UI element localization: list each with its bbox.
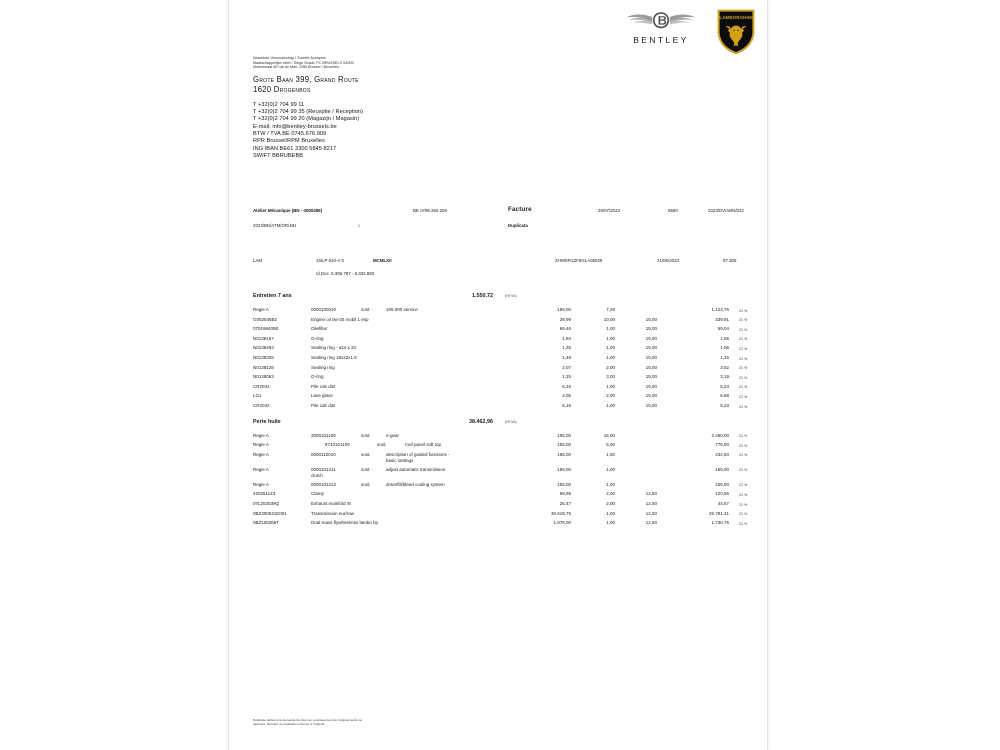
item-reference: 0000110010 xyxy=(311,451,336,457)
item-description-continued: clutch xyxy=(311,472,323,478)
item-amount: 59,04 xyxy=(717,326,729,332)
item-reference: 0000100010 xyxy=(311,307,337,312)
item-code: LG1 xyxy=(253,393,262,399)
item-unit-price: 1,25 xyxy=(562,374,571,380)
invoice-meta-block xyxy=(253,208,753,233)
table-row[interactable] xyxy=(253,501,753,511)
item-unit-price: 155,00 xyxy=(557,432,571,438)
item-amount: 232,50 xyxy=(715,451,729,457)
item-amount: 1,65 xyxy=(720,335,729,341)
item-quantity: 16,00 xyxy=(603,432,615,438)
item-description: e-gear xyxy=(386,432,400,438)
invoice-page xyxy=(228,0,768,750)
item-unit-price: 69,46 xyxy=(559,326,571,332)
item-unit-price: 155,00 xyxy=(557,307,571,312)
item-description: Pile cde dist xyxy=(311,383,336,389)
item-unit-price: 155,00 xyxy=(557,442,571,448)
item-code: N0138326 xyxy=(253,354,274,360)
item-description: Engine oil 0w-30 mobil 1 esp xyxy=(311,316,369,322)
item-vat-rate: 21 % xyxy=(739,356,748,361)
table-row[interactable] xyxy=(253,345,753,355)
item-code: 079198405E xyxy=(253,326,279,332)
item-discount: 15,00 xyxy=(645,326,657,332)
iban-line: ING IBAN BE61 3300 5845 8217 xyxy=(253,145,337,152)
item-description: Pile cde dist xyxy=(311,402,336,408)
item-vat-rate: 21 % xyxy=(739,366,748,371)
company-address-line-1: Grote Baan 399, Grand Route xyxy=(253,74,359,84)
item-quantity: 10,00 xyxy=(603,316,615,322)
item-code: Regie A xyxy=(253,466,269,472)
item-unit-price: 1,48 xyxy=(562,354,571,360)
item-vat-rate: 21 % xyxy=(739,521,748,526)
item-sost-label: sost. xyxy=(361,466,371,472)
item-amount: 1,26 xyxy=(720,354,729,360)
table-row[interactable] xyxy=(253,442,753,452)
item-unit-price: 155,00 xyxy=(557,451,571,457)
disclaimer-line-2: détérioré. Montant du duplicata conforme à l'original. xyxy=(253,722,325,727)
item-description: Exhaust mainfold r8 xyxy=(311,500,351,506)
item-code: Regie A xyxy=(253,451,269,457)
item-vat-rate: 21 % xyxy=(739,468,748,473)
item-description: Lave glace xyxy=(311,393,333,399)
item-discount: 15,00 xyxy=(645,316,657,322)
item-unit-price: 4,05 xyxy=(562,393,571,399)
table-row[interactable] xyxy=(253,317,753,327)
svg-text:LAMBORGHINI: LAMBORGHINI xyxy=(719,14,753,20)
item-amount: 1.123,75 xyxy=(711,307,729,312)
item-discount: 15,00 xyxy=(645,364,657,370)
item-description: Transmission eur/row xyxy=(311,510,354,516)
item-discount: 15,00 xyxy=(645,402,657,408)
item-quantity: 2,00 xyxy=(606,500,615,506)
item-quantity: 1,00 xyxy=(606,335,615,341)
item-vat-rate: 21 % xyxy=(739,394,748,399)
item-unit-price: 39,99 xyxy=(559,316,571,322)
item-amount: 155,00 xyxy=(715,466,729,472)
item-quantity: 2,00 xyxy=(606,491,615,497)
table-row[interactable] xyxy=(253,433,753,443)
item-amount: 2.480,00 xyxy=(711,432,729,438)
item-sost-label: sost. xyxy=(361,307,371,312)
item-discount: 15,00 xyxy=(645,354,657,360)
item-description: O-ring xyxy=(311,374,324,380)
item-description: Sealing ring 18x22x1.5 xyxy=(311,354,357,360)
item-vat-rate: 21 % xyxy=(739,483,748,488)
item-quantity: 1,50 xyxy=(606,451,615,457)
item-quantity: 1,00 xyxy=(606,510,615,516)
item-quantity: 1,00 xyxy=(606,402,615,408)
duplicate-disclaimer xyxy=(253,718,503,727)
bentley-wordmark: BENTLEY xyxy=(633,35,689,45)
item-discount: 15,00 xyxy=(645,383,657,389)
item-code: N0138493 xyxy=(253,345,274,351)
item-quantity: 1,00 xyxy=(606,383,615,389)
table-row[interactable] xyxy=(253,355,753,365)
page-gutter-right xyxy=(772,0,1000,750)
item-code: 0BZ105266T xyxy=(253,520,280,526)
item-code: Regie A xyxy=(253,432,269,438)
phone-main: T +32(0)2 704 99 11 xyxy=(253,101,305,108)
item-amount: 6,88 xyxy=(720,393,729,399)
item-description: Sealing ring - a14 x 20 xyxy=(311,345,357,351)
table-row[interactable] xyxy=(253,365,753,375)
section-header xyxy=(253,418,753,433)
item-unit-price: 2,07 xyxy=(562,364,571,370)
phone-parts: T +32(0)2 704 99 20 (Magazijn / Magasin) xyxy=(253,116,360,123)
item-quantity: 5,00 xyxy=(606,442,615,448)
table-row[interactable] xyxy=(253,511,753,521)
brand-logos xyxy=(625,8,757,56)
item-description: description of guided functions - xyxy=(386,451,450,457)
item-quantity: 1,00 xyxy=(606,354,615,360)
item-description: Dual-mass flywheelmss lambo hp xyxy=(311,520,379,526)
table-row[interactable] xyxy=(253,393,753,403)
table-row[interactable] xyxy=(253,491,753,501)
item-unit-price: 6,15 xyxy=(562,402,571,408)
item-unit-price: 155,00 xyxy=(557,481,571,487)
item-amount: 3,19 xyxy=(720,374,729,380)
vehicle-model: 16/LP 610-4 S xyxy=(316,258,344,263)
item-quantity: 2,00 xyxy=(606,393,615,399)
item-discount: 15,00 xyxy=(645,335,657,341)
item-amount: 44,57 xyxy=(717,500,729,506)
page-gutter-left xyxy=(0,0,228,750)
item-sost-label: sost. xyxy=(361,481,371,487)
item-quantity: 1,00 xyxy=(606,326,615,332)
item-description: Sealing ring xyxy=(311,364,335,370)
section-total: 1.550,72 xyxy=(472,293,493,299)
item-vat-rate: 21 % xyxy=(739,492,748,497)
item-amount: 3,52 xyxy=(720,364,729,370)
vehicle-row-2 xyxy=(253,269,753,280)
item-reference: 0000101212 xyxy=(311,481,337,487)
item-description: O-ring xyxy=(311,335,324,341)
item-code: Regie A xyxy=(253,481,269,487)
item-amount: 155,00 xyxy=(715,481,729,487)
item-amount: 1.730,75 xyxy=(711,520,729,526)
vehicle-make: LAM xyxy=(253,258,263,263)
invoice-meta-row-1 xyxy=(253,208,753,219)
company-address-line-2: 1620 Drogenbos xyxy=(253,85,311,95)
item-unit-price: 30.618,75 xyxy=(550,510,571,516)
item-discount: 12,50 xyxy=(645,520,657,526)
item-vat-rate: 21 % xyxy=(739,453,748,458)
item-description: Clamp xyxy=(311,491,325,497)
bentley-winged-b-icon xyxy=(625,8,697,34)
item-quantity: 7,25 xyxy=(606,307,615,312)
vat-number: BE 0788.260.206 xyxy=(413,208,447,213)
invoice-number: 8590 xyxy=(668,208,678,213)
bentley-logo xyxy=(625,8,697,45)
item-discount: 12,50 xyxy=(645,500,657,506)
table-row[interactable] xyxy=(253,374,753,384)
table-row[interactable] xyxy=(253,307,753,317)
item-code: 0BZ300041E001 xyxy=(253,510,287,516)
item-code: Regie A xyxy=(253,442,269,448)
table-row[interactable] xyxy=(253,403,753,413)
item-code: 07L253039Q xyxy=(253,500,280,506)
item-amount: 775,00 xyxy=(715,442,729,448)
item-vat-rate: 21 % xyxy=(739,327,748,332)
item-vat-rate: 21 % xyxy=(739,385,748,390)
item-quantity: 1,00 xyxy=(606,520,615,526)
item-code: CR2032 xyxy=(253,402,270,408)
item-code: N0138157 xyxy=(253,335,274,341)
vehicle-vin: ZHWER1ZF9GLA05029 xyxy=(555,258,603,263)
item-vat-rate: 21 % xyxy=(739,308,748,313)
item-quantity: 1,00 xyxy=(606,466,615,472)
table-row[interactable] xyxy=(253,326,753,336)
vehicle-info-block xyxy=(253,258,753,280)
item-amount: 120,56 xyxy=(715,491,729,497)
item-amount: 5,23 xyxy=(720,402,729,408)
table-row[interactable] xyxy=(253,467,753,482)
disclaimer-line-1: Duplicata délivré à la demande du client en remplacement de l'original perdu ou xyxy=(253,718,363,722)
item-vat-rate: 21 % xyxy=(739,502,748,507)
item-code: G052545B2 xyxy=(253,316,278,322)
section-htva-label: (HTVA) xyxy=(505,419,517,424)
item-description: Oliefilter xyxy=(311,326,328,332)
item-vat-rate: 21 % xyxy=(739,434,748,439)
email-line: E-mail: info@bentley-brussels.be xyxy=(253,123,337,130)
item-amount: 1,06 xyxy=(720,345,729,351)
vehicle-model-code: MCMLXII xyxy=(373,258,392,263)
item-code: 420251143 xyxy=(253,491,276,497)
table-row[interactable] xyxy=(253,336,753,346)
table-row[interactable] xyxy=(253,452,753,467)
item-sost-label: sost. xyxy=(377,442,387,448)
item-sost-label: sost. xyxy=(361,451,371,457)
vehicle-mileage: 87.306 xyxy=(723,258,737,263)
item-amount: 26.791,41 xyxy=(708,510,729,516)
item-quantity: 2,00 xyxy=(606,364,615,370)
item-vat-rate: 21 % xyxy=(739,318,748,323)
item-quantity: 1,00 xyxy=(606,481,615,487)
table-row[interactable] xyxy=(253,520,753,530)
section-title: Perte huile xyxy=(253,418,281,425)
item-vat-rate: 21 % xyxy=(739,337,748,342)
item-amount: 339,91 xyxy=(715,316,729,322)
table-row[interactable] xyxy=(253,482,753,492)
item-vat-rate: 21 % xyxy=(739,404,748,409)
item-discount: 15,00 xyxy=(645,374,657,380)
lamborghini-logo xyxy=(715,8,757,56)
item-vat-rate: 21 % xyxy=(739,512,748,517)
item-reference: 8710101100 xyxy=(325,442,350,448)
item-sost-label: sost. xyxy=(361,432,371,438)
item-vat-rate: 21 % xyxy=(739,375,748,380)
item-discount: 12,50 xyxy=(645,510,657,516)
legal-line-2: Maatschappelijke zetel / Siège Social: PC BRUSSELS SA/NV xyxy=(253,60,355,65)
vehicle-doc-ids: Id.Doc. 5.366.797 - 5.332.883 xyxy=(316,271,375,276)
item-unit-price: 1,94 xyxy=(562,335,571,341)
lamborghini-shield-bull-icon xyxy=(716,8,756,56)
item-description: drain/fill/bleed cooling system xyxy=(386,481,445,487)
item-vat-rate: 21 % xyxy=(739,443,748,448)
legal-line-3: Molenstraat 50 rue du Mail, 1050 Brussel / Bruxelles xyxy=(253,65,339,70)
item-description: adjust automatic transmission xyxy=(386,466,446,472)
item-description: roof panel soft top xyxy=(405,442,442,448)
item-description-continued: basic settings xyxy=(386,457,414,463)
section-title: Entretien 7 ans xyxy=(253,293,292,299)
item-code: N0138063 xyxy=(253,374,274,380)
vat-line: BTW / TVA BE 0745.676.909 xyxy=(253,130,327,137)
duplicate-label: Duplicata xyxy=(508,223,528,228)
page-number: 1 xyxy=(358,224,360,228)
item-code: N0138128 xyxy=(253,364,274,370)
item-unit-price: 1,25 xyxy=(562,345,571,351)
item-code: Regie A xyxy=(253,307,269,312)
item-unit-price: 25,47 xyxy=(559,500,571,506)
vehicle-row-1 xyxy=(253,258,753,269)
item-description: 105.000 service xyxy=(386,307,418,312)
item-discount: 15,00 xyxy=(645,345,657,351)
vehicle-service-date: 21/06/2023 xyxy=(657,258,679,263)
item-unit-price: 155,00 xyxy=(557,466,571,472)
swift-line: SWIFT BBRUBEBB xyxy=(253,152,304,159)
item-quantity: 1,00 xyxy=(606,345,615,351)
line-items-table xyxy=(253,292,753,530)
company-contact-block xyxy=(253,102,513,160)
item-vat-rate: 21 % xyxy=(739,346,748,351)
section-htva-label: (HTVA) xyxy=(505,294,517,298)
invoice-date: 25/07/2023 xyxy=(598,208,620,213)
invoice-meta-row-2 xyxy=(253,219,753,233)
item-reference: 3000101100 xyxy=(311,432,336,438)
section-total: 38.462,96 xyxy=(469,418,493,425)
item-unit-price: 6,15 xyxy=(562,383,571,389)
item-discount: 15,00 xyxy=(645,393,657,399)
registry-line: RPR Brussel/RPM Bruxelles xyxy=(253,138,325,145)
item-discount: 12,50 xyxy=(645,491,657,497)
order-reference: 2023/BN/ATM/OR/491 xyxy=(253,223,297,228)
item-amount: 5,23 xyxy=(720,383,729,389)
section-header xyxy=(253,292,753,307)
item-code: CR2032 xyxy=(253,383,270,389)
item-unit-price: 68,89 xyxy=(559,491,571,497)
item-quantity: 3,00 xyxy=(606,374,615,380)
phone-reception: T +32(0)2 704 99 35 (Receptie / Reception) xyxy=(253,109,364,116)
invoice-reference: 2023/DV/ABN/532 xyxy=(708,208,744,213)
item-reference: 0000101411 xyxy=(311,466,336,472)
company-info-block xyxy=(253,56,513,160)
item-unit-price: 1.978,00 xyxy=(553,520,571,526)
workshop-name: Atelier Mécanique (BN - 0000489) xyxy=(253,208,323,213)
table-row[interactable] xyxy=(253,384,753,394)
legal-line-1: Naamloze Vennootschap / Société Anonyme xyxy=(253,56,326,60)
document-type: Facture xyxy=(508,206,532,213)
